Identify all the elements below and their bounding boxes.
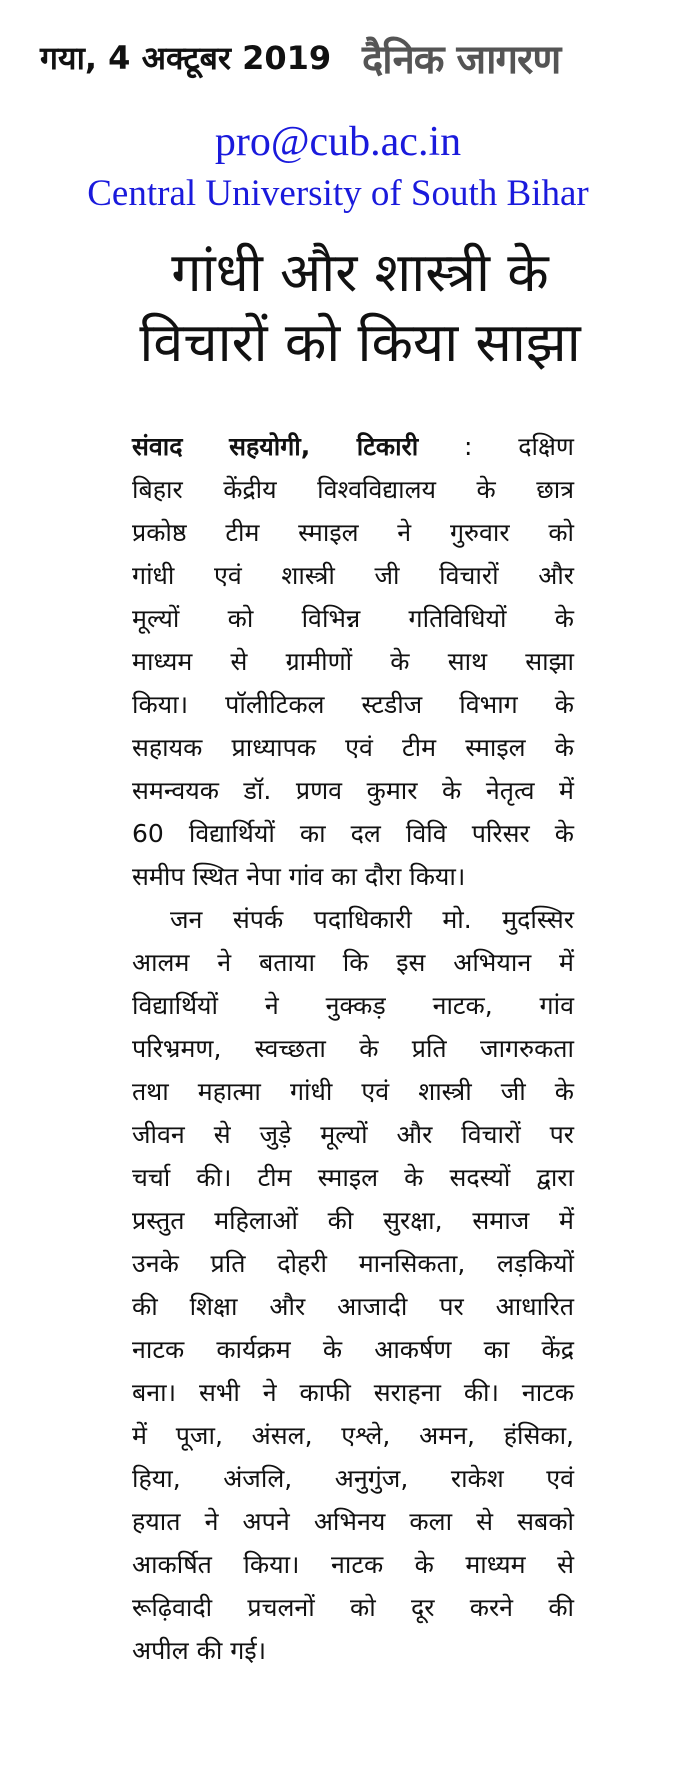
article-line: अपील की गई। — [132, 1636, 267, 1665]
article-line: प्रस्तुत महिलाओं की सुरक्षा, समाज में — [132, 1206, 574, 1235]
article-line: परिभ्रमण, स्वच्छता के प्रति जागरुकता — [132, 1034, 574, 1063]
university-name: Central University of South Bihar — [87, 173, 589, 214]
byline: संवाद सहयोगी, टिकारी — [132, 432, 419, 461]
newspaper-name: दैनिक जागरण — [362, 37, 561, 83]
article-line: समीप स्थित नेपा गांव का दौरा किया। — [132, 862, 466, 891]
article-line: उनके प्रति दोहरी मानसिकता, लड़कियों — [132, 1249, 574, 1278]
article-line: की शिक्षा और आजादी पर आधारित — [132, 1292, 574, 1321]
article-body — [132, 425, 574, 1672]
article-line: 60 विद्यार्थियों का दल विवि परिसर के — [132, 819, 574, 848]
article-line: नाटक कार्यक्रम के आकर्षण का केंद्र — [132, 1335, 574, 1364]
dateline: गया, 4 अक्टूबर 2019 — [40, 39, 332, 77]
article-line: बिहार केंद्रीय विश्वविद्यालय के छात्र — [132, 475, 574, 504]
article-line: हयात ने अपने अभिनय कला से सबको — [132, 1507, 574, 1536]
article-line: आलम ने बताया कि इस अभियान में — [132, 948, 574, 977]
article-line: बना। सभी ने काफी सराहना की। नाटक — [132, 1378, 574, 1407]
article-line: विद्यार्थियों ने नुक्कड़ नाटक, गांव — [132, 991, 574, 1020]
article-line: में पूजा, अंसल, एश्ले, अमन, हंसिका, — [132, 1421, 574, 1450]
article-line: आकर्षित किया। नाटक के माध्यम से — [132, 1550, 574, 1579]
article-line: : दक्षिण — [418, 432, 574, 461]
article-line: प्रकोष्ठ टीम स्माइल ने गुरुवार को — [132, 518, 574, 547]
headline-line-1: गांधी और शास्त्री के — [171, 241, 549, 304]
article-line: चर्चा की। टीम स्माइल के सदस्यों द्वारा — [132, 1163, 574, 1192]
article-line: सहायक प्राध्यापक एवं टीम स्माइल के — [132, 733, 574, 762]
article-line: जन संपर्क पदाधिकारी मो. मुदस्सिर — [170, 905, 574, 934]
article-line: रूढ़िवादी प्रचलनों को दूर करने की — [132, 1593, 574, 1622]
headline-line-2: विचारों को किया साझा — [139, 311, 581, 374]
article-line: तथा महात्मा गांधी एवं शास्त्री जी के — [132, 1077, 574, 1106]
contact-email: pro@cub.ac.in — [214, 119, 462, 165]
article-line: किया। पॉलीटिकल स्टडीज विभाग के — [132, 690, 574, 719]
article-line: मूल्यों को विभिन्न गतिविधियों के — [132, 604, 574, 633]
masthead — [40, 30, 660, 90]
article-first-line — [132, 425, 574, 468]
article-line: गांधी एवं शास्त्री जी विचारों और — [132, 561, 574, 590]
article-line: जीवन से जुड़े मूल्यों और विचारों पर — [132, 1120, 574, 1149]
article-headline — [80, 238, 640, 378]
article-line: समन्वयक डॉ. प्रणव कुमार के नेतृत्व में — [132, 776, 574, 805]
article-line: माध्यम से ग्रामीणों के साथ साझा — [132, 647, 574, 676]
article-line: हिया, अंजलि, अनुगुंज, राकेश एवं — [132, 1464, 574, 1493]
